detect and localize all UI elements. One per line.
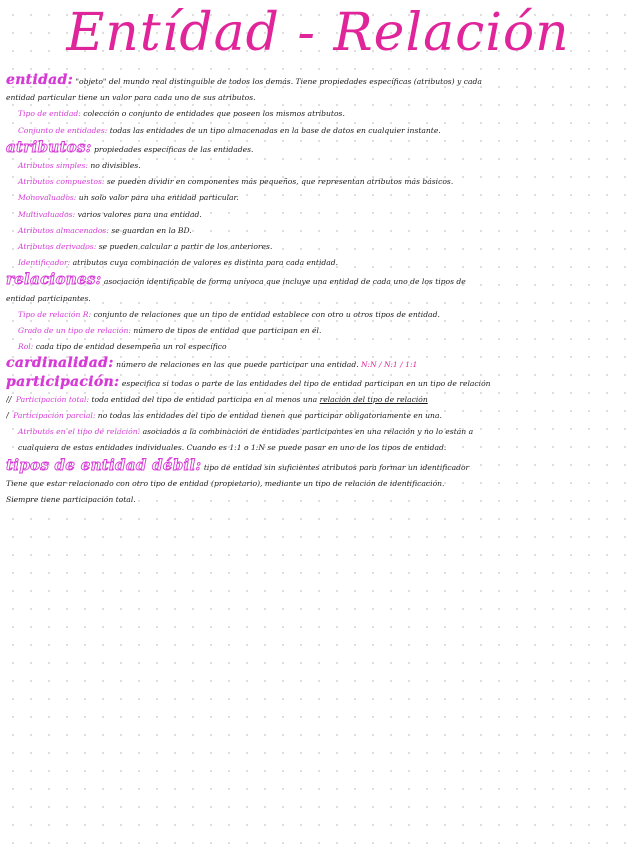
conjunto-entidades-definition: todas las entidades de un tipo almacenadas en la base de datos en cualquier instante. xyxy=(109,125,441,135)
single-line-mark: / xyxy=(6,411,9,421)
tipo-entidad-definition: colección o conjunto de entidades que poseen los mismos atributos. xyxy=(83,109,345,119)
atributo-item xyxy=(6,239,630,255)
atributo-definition: se pueden calcular a partir de los anteriores. xyxy=(98,242,273,252)
relaciones-heading: relaciones: xyxy=(6,271,102,289)
atributo-term: Atributos almacenados: xyxy=(18,225,109,235)
atributo-term: Atributos derivados: xyxy=(18,242,97,252)
cardinalidad-values: N:N / N:1 / 1:1 xyxy=(361,360,418,370)
atributo-term: Atributos compuestos: xyxy=(18,177,105,187)
relacion-definition: número de tipos de entidad que participan en él. xyxy=(133,326,322,336)
atributo-item xyxy=(6,174,630,190)
atributo-item xyxy=(6,158,630,174)
relaciones-definition-cont: entidad participantes. xyxy=(6,293,91,303)
relacion-item xyxy=(6,323,630,339)
relacion-item xyxy=(6,339,630,355)
relacion-definition: cada tipo de entidad desempeña un rol específico xyxy=(35,342,227,352)
notes-body xyxy=(6,72,630,508)
tipo-entidad-line xyxy=(6,106,630,122)
relacion-term: Grado de un tipo de relación: xyxy=(18,326,131,336)
atributos-relacion-term: Atributos en el tipo de relación: xyxy=(18,427,141,437)
atributo-term: Multivaluados: xyxy=(18,209,76,219)
atributos-relacion-definition: asociados a la combinación de entidades participantes en una relación y no lo están a xyxy=(142,427,474,437)
atributo-definition: atributos cuya combinación de valores es distinta para cada entidad. xyxy=(72,258,339,268)
relaciones-definition: asociación identificable de forma unívoca que incluye una entidad de cada uno de los tipos de xyxy=(103,277,466,287)
participacion-parcial-line xyxy=(6,408,630,424)
atributos-heading: atributos: xyxy=(6,138,92,156)
cardinalidad-heading: cardinalidad: xyxy=(6,355,114,372)
conjunto-entidades-line xyxy=(6,123,630,139)
atributos-definition: propiedades específicas de las entidades. xyxy=(93,144,254,154)
participacion-total-definition: toda entidad del tipo de entidad participa en al menos una xyxy=(91,394,320,404)
participacion-parcial-term: Participación parcial: xyxy=(13,411,96,421)
entidad-line xyxy=(6,72,630,90)
atributo-term: Identificador: xyxy=(18,258,71,268)
atributo-item xyxy=(6,255,630,271)
atributo-item xyxy=(6,207,630,223)
participacion-total-line xyxy=(6,392,630,408)
entidad-definition-cont: entidad particular tiene un valor para cada uno de sus atributos. xyxy=(6,93,256,103)
atributos-relacion-line xyxy=(6,424,630,440)
participacion-heading: participación: xyxy=(6,373,120,390)
entidad-debil-heading: tipos de entidad débil: xyxy=(6,456,202,474)
atributo-item xyxy=(6,190,630,206)
conjunto-entidades-term: Conjunto de entidades: xyxy=(18,125,108,135)
participacion-total-underlined: relación del tipo de relación xyxy=(319,394,428,404)
atributo-definition: se pueden dividir en componentes más pequeños, que representan atributos más básicos. xyxy=(106,177,454,187)
atributo-definition: no divisibles. xyxy=(90,161,141,171)
cardinalidad-definition: número de relaciones en las que puede participar una entidad. xyxy=(116,360,359,370)
entidad-definition: "objeto" del mundo real distinguible de todos los demás. Tiene propiedades específicas (atributos) y cada xyxy=(75,77,482,86)
entidad-debil-definition-cont: Tiene que estar relacionado con otro tipo de entidad (propietario), mediante un tipo de relación de identificación. xyxy=(6,478,445,488)
relaciones-line xyxy=(6,271,630,290)
participacion-definition: especifica si todas o parte de las entidades del tipo de entidad participan en un tipo de relación xyxy=(121,378,491,388)
atributos-relacion-definition-cont: cualquiera de estas entidades individuales. Cuando es 1:1 o 1:N se puede pasar en uno de los tipos de entidad. xyxy=(18,443,447,453)
relacion-term: Rol: xyxy=(18,342,34,352)
participacion-parcial-definition: no todas las entidades del tipo de entidad tienen que participar obligatoriamente en una. xyxy=(97,411,442,421)
entidad-debil-line xyxy=(6,457,630,476)
entidad-debil-participation: Siempre tiene participación total. xyxy=(6,495,136,505)
atributo-term: Atributos simples: xyxy=(18,161,88,171)
relacion-item xyxy=(6,307,630,323)
entidad-heading: entidad: xyxy=(6,72,74,88)
atributo-item xyxy=(6,223,630,239)
tipo-entidad-term: Tipo de entidad: xyxy=(18,109,81,119)
double-line-mark: // xyxy=(6,394,12,404)
relacion-definition: conjunto de relaciones que un tipo de entidad establece con otro u otros tipos de entidad. xyxy=(93,309,440,319)
entidad-debil-definition: tipo de entidad sin suficientes atributos para formar un identificador xyxy=(203,462,470,472)
atributos-line xyxy=(6,139,630,158)
cardinalidad-line xyxy=(6,355,630,373)
atributo-definition: un solo valor para una entidad particular. xyxy=(78,193,239,203)
atributo-definition: se guardan en la BD. xyxy=(111,225,192,235)
page-title: Entídad - Relación xyxy=(66,3,570,63)
atributo-term: Monovaluados: xyxy=(18,193,77,203)
relacion-term: Tipo de relación R: xyxy=(18,309,92,319)
participacion-total-term: Participación total: xyxy=(15,394,90,404)
participacion-line xyxy=(6,374,630,392)
atributo-definition: varios valores para una entidad. xyxy=(77,209,202,219)
